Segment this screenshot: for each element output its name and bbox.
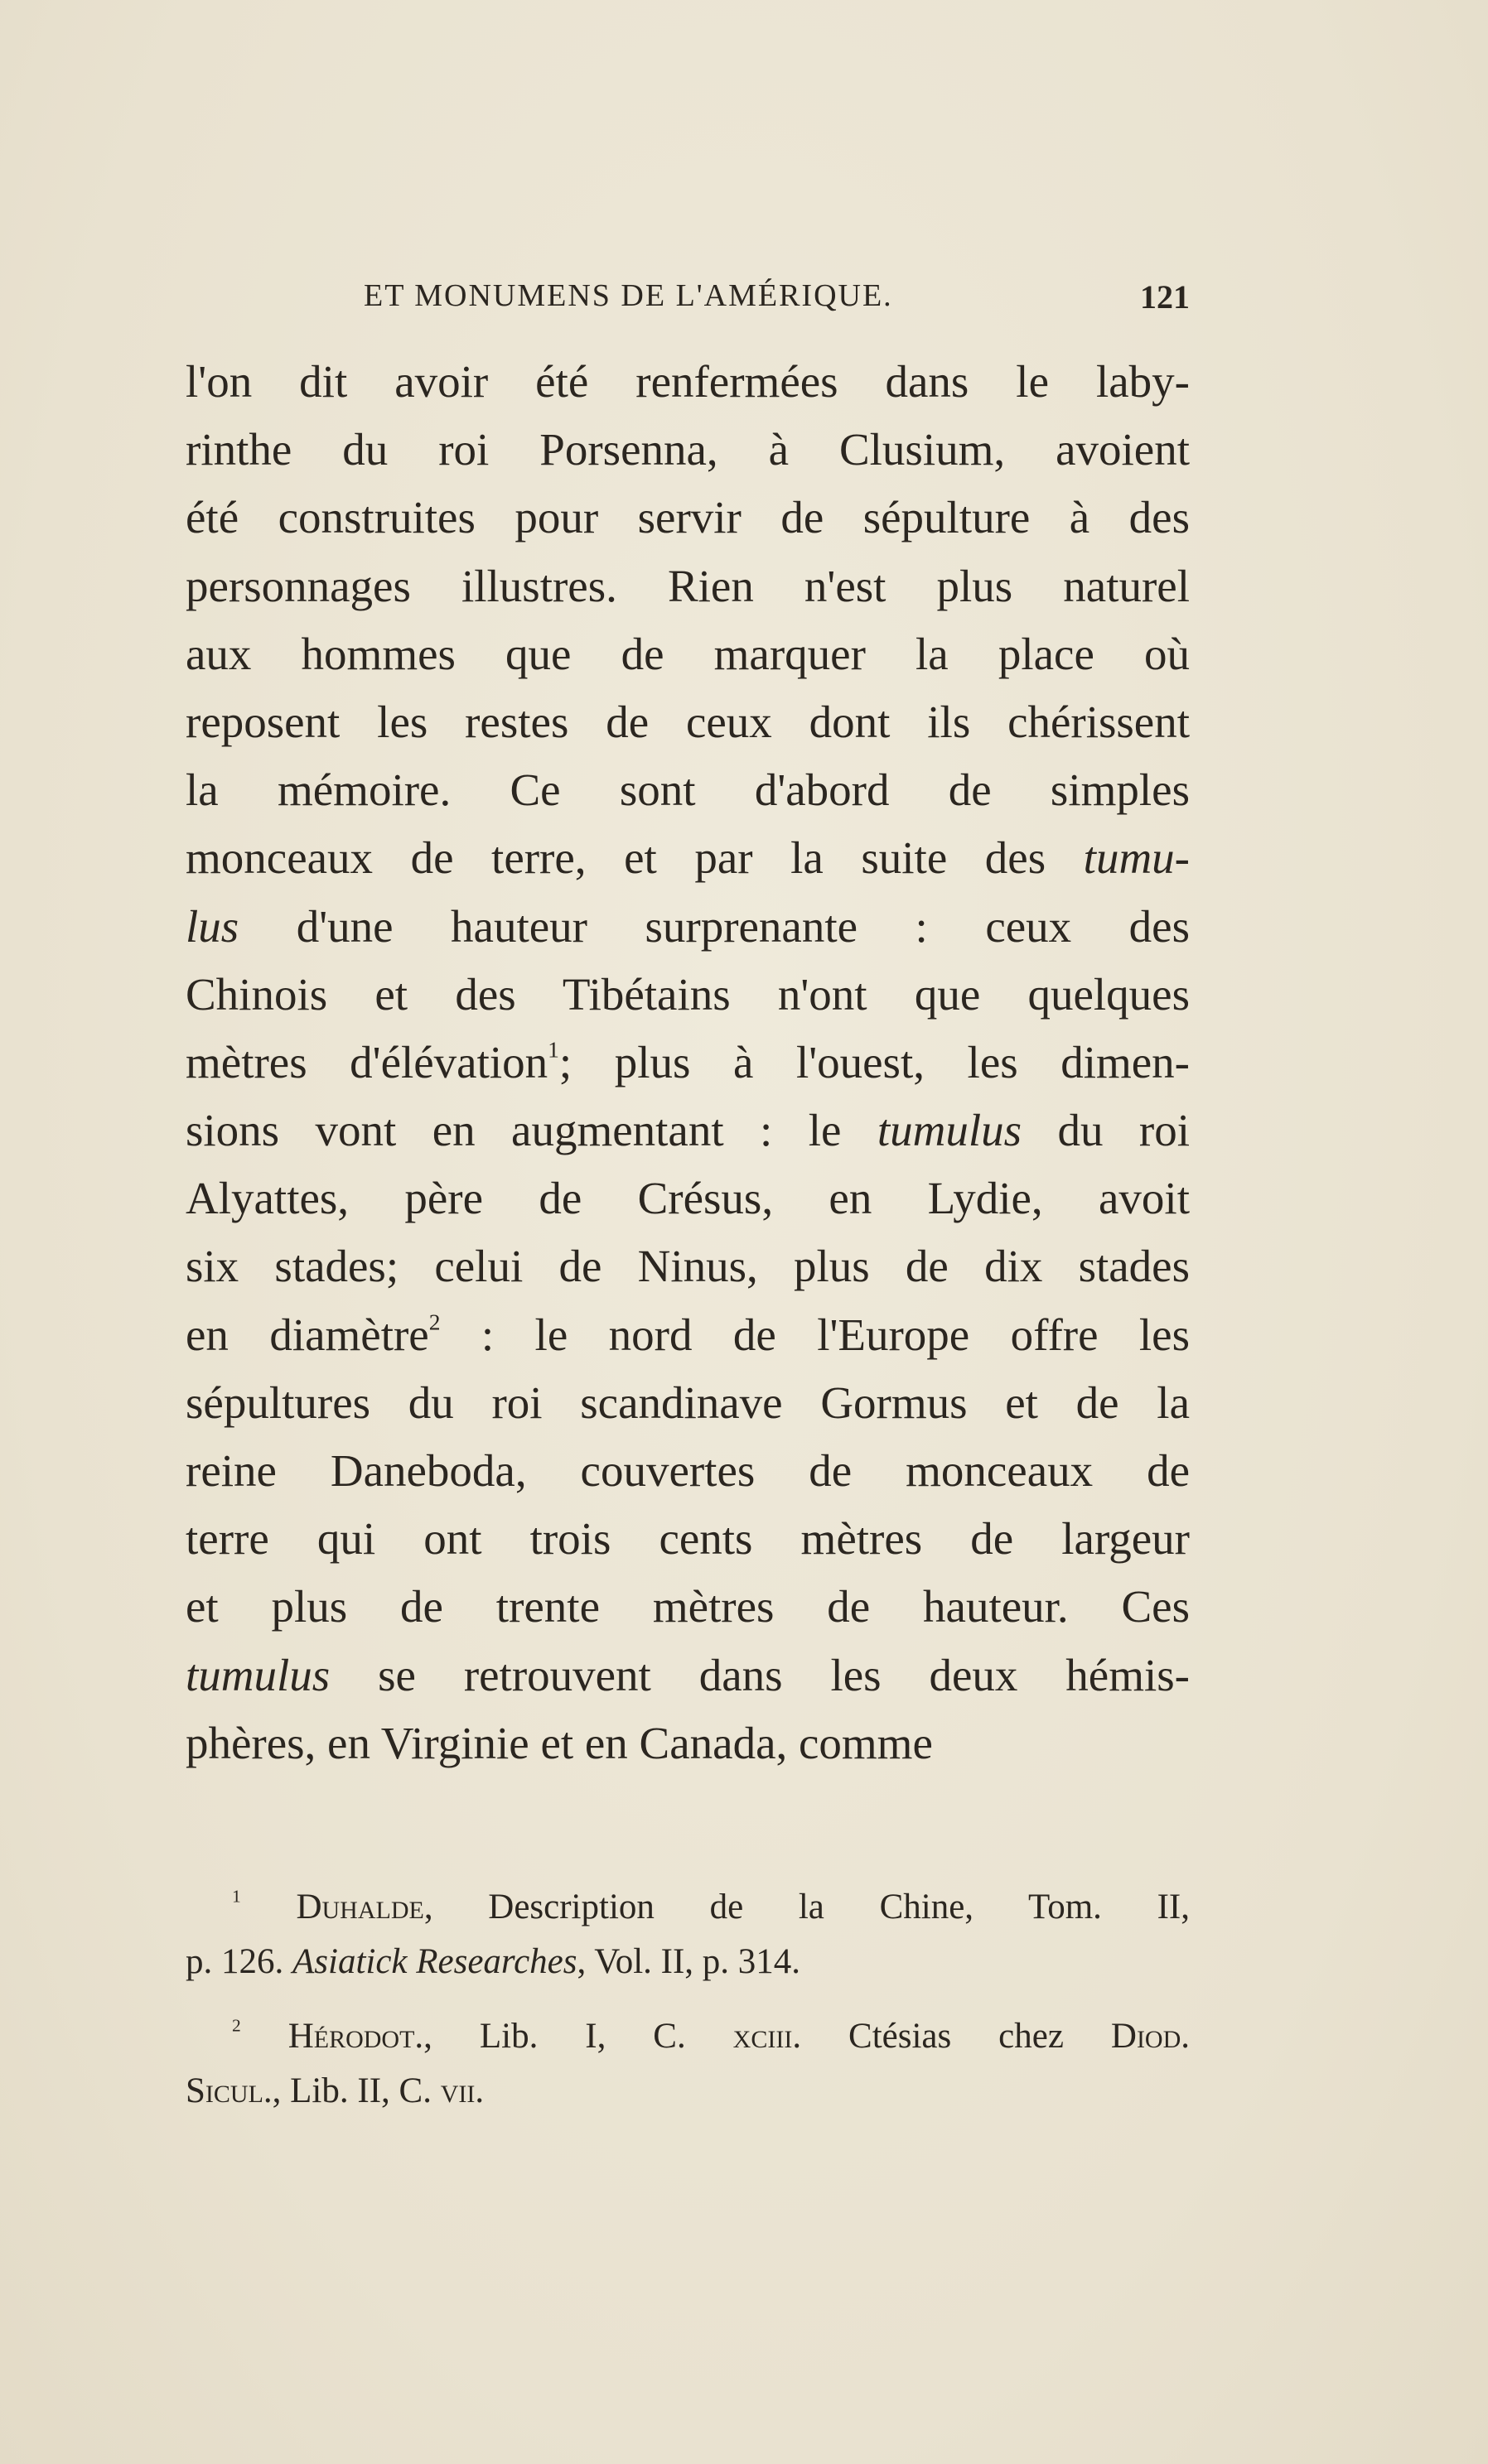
text-segment: , Vol. II, p. 314.: [577, 1942, 801, 1981]
text-segment: [241, 1888, 297, 1926]
text-segment: l'on dit avoir été renfermées dans le laby-: [186, 356, 1190, 407]
text-line: [186, 688, 1190, 756]
text-segment: été construites pour servir de sépulture à des: [186, 492, 1190, 543]
italic-text: tumulus: [186, 1649, 331, 1700]
text-line: [186, 1437, 1190, 1505]
footnote: [186, 2009, 1190, 2119]
text-line: [186, 1573, 1190, 1641]
text-segment: mètres d'élévation: [186, 1036, 548, 1087]
page-number: 121: [1140, 278, 1190, 316]
text-segment: sépultures du roi scandinave Gormus et de la: [186, 1377, 1190, 1428]
text-segment: rinthe du roi Porsenna, à Clusium, avoient: [186, 424, 1190, 475]
text-segment: , Lib. II, C.: [272, 2071, 441, 2110]
text-line: [186, 1164, 1190, 1232]
footnote-reference: 1: [232, 1886, 241, 1907]
italic-text: tumu-: [1083, 832, 1190, 884]
small-caps-text: Hérodot.: [287, 2017, 424, 2056]
text-line: [186, 484, 1190, 552]
text-segment: p. 126.: [186, 1942, 292, 1981]
text-segment: Ctésias chez: [801, 2017, 1111, 2056]
text-line: [186, 552, 1190, 620]
text-line: [186, 824, 1190, 892]
text-segment: sions vont en augmentant : le: [186, 1105, 877, 1156]
text-line: [186, 1097, 1190, 1164]
footnote-line: [186, 2009, 1190, 2064]
text-segment: personnages illustres. Rien n'est plus naturel: [186, 560, 1190, 611]
text-segment: se retrouvent dans les deux hémis-: [330, 1649, 1190, 1700]
text-segment: , Description de la Chine, Tom. II,: [423, 1888, 1191, 1926]
body-text: [186, 348, 1190, 1777]
text-segment: monceaux de terre, et par la suite des: [186, 832, 1084, 884]
text-line: [186, 1029, 1190, 1097]
text-line: [186, 416, 1190, 484]
text-segment: ; plus à l'ouest, les dimen-: [558, 1036, 1190, 1087]
text-line: [186, 961, 1190, 1029]
running-title: ET MONUMENS DE L'AMÉRIQUE.: [364, 278, 893, 313]
small-caps-text: Duhalde: [296, 1888, 424, 1926]
text-segment: phères, en Virginie et en Canada, comme: [186, 1717, 933, 1768]
text-segment: Alyattes, père de Crésus, en Lydie, avoit: [186, 1173, 1190, 1224]
text-line: [186, 893, 1190, 961]
text-line: [186, 1709, 1190, 1777]
text-segment: reposent les restes de ceux dont ils chérissent: [186, 696, 1190, 747]
text-line: [186, 348, 1190, 416]
footnote-line: [186, 1880, 1190, 1935]
italic-text: tumulus: [877, 1105, 1022, 1156]
text-line: [186, 1301, 1190, 1369]
text-line: [186, 756, 1190, 824]
small-caps-text: Sicul.: [186, 2071, 273, 2110]
text-segment: en diamètre: [186, 1309, 429, 1360]
italic-text: Asiatick Researches: [292, 1942, 577, 1981]
small-caps-text: xciii.: [732, 2017, 802, 2056]
footnote: [186, 1880, 1190, 1989]
footnote-reference: 2: [232, 2015, 241, 2036]
text-segment: terre qui ont trois cents mètres de largeur: [186, 1513, 1190, 1565]
text-segment: , Lib. I, C.: [423, 2017, 733, 2056]
footnote-reference: 2: [428, 1308, 441, 1334]
text-line: [186, 1232, 1190, 1300]
text-segment: : le nord de l'Europe offre les: [440, 1309, 1190, 1360]
small-caps-text: Diod.: [1110, 2017, 1191, 2056]
text-segment: d'une hauteur surprenante : ceux des: [239, 900, 1190, 952]
footnote-reference: 1: [548, 1036, 559, 1063]
text-segment: la mémoire. Ce sont d'abord de simples: [186, 764, 1190, 816]
text-segment: aux hommes que de marquer la place où: [186, 628, 1190, 679]
footnote-line: [186, 2064, 1190, 2119]
text-line: [186, 620, 1190, 688]
footnote-line: [186, 1935, 1190, 1989]
small-caps-text: vii.: [440, 2071, 485, 2110]
text-line: [186, 1369, 1190, 1437]
text-segment: [241, 2017, 288, 2056]
text-segment: et plus de trente mètres de hauteur. Ces: [186, 1581, 1190, 1632]
text-segment: Chinois et des Tibétains n'ont que quelques: [186, 968, 1190, 1020]
italic-text: lus: [186, 900, 239, 952]
text-line: [186, 1642, 1190, 1709]
footnotes: [186, 1880, 1190, 2119]
text-line: [186, 1505, 1190, 1573]
running-header: [186, 277, 1190, 327]
text-segment: six stades; celui de Ninus, plus de dix stades: [186, 1241, 1190, 1292]
text-segment: reine Daneboda, couvertes de monceaux de: [186, 1445, 1190, 1496]
text-segment: du roi: [1022, 1105, 1190, 1156]
